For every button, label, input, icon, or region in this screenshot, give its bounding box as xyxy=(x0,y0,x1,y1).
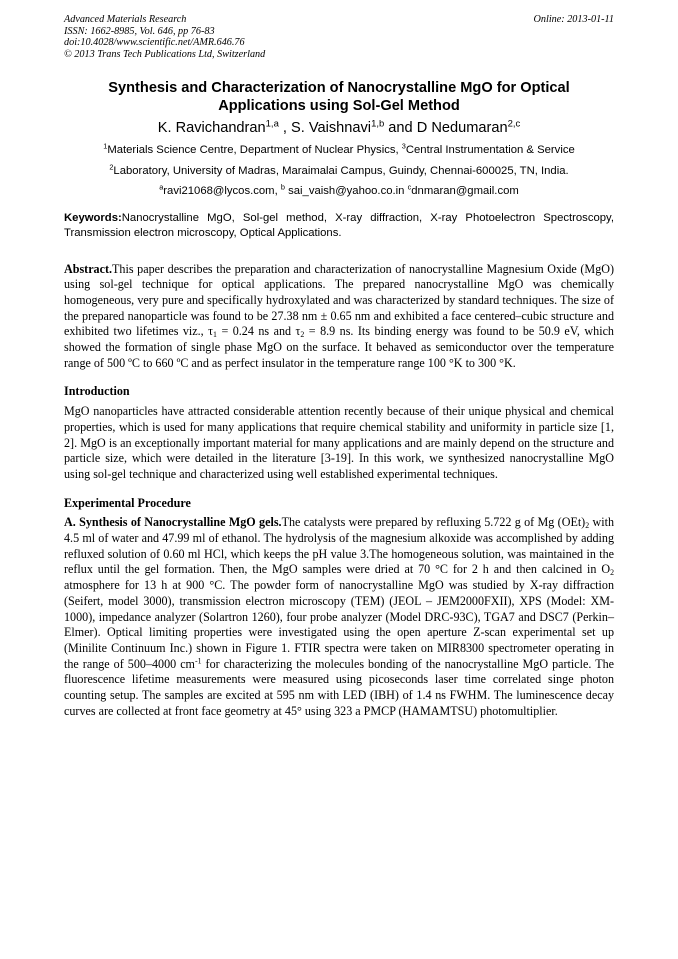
abstract xyxy=(64,262,614,372)
author-2-affiliation: 1,b xyxy=(371,118,385,130)
author-1-affiliation: 1,a xyxy=(265,118,279,130)
journal-header xyxy=(64,14,614,60)
paper-title xyxy=(64,80,614,115)
abstract-text: This paper describes the preparation and characterization of nanocrystalline Magnesium Oxide (MgO) using sol-gel technique for optical applications. The prepared nanocrystalline MgO was chemically homogeneous, very pure and specifically hydroxylated and was characterized by standard techniques. The size of the prepared nanoparticle was found to be 27.38 nm ± 0.65 nm and exhibited a face centered–cubic structure and exhibited two lifetimes viz., τ xyxy=(64,261,614,339)
author-1: K. Ravichandran xyxy=(157,120,266,136)
affiliation-line-1 xyxy=(64,140,614,161)
doi-line: doi:10.4028/www.scientific.net/AMR.646.76 xyxy=(64,37,245,48)
keywords-label: Keywords: xyxy=(64,211,122,224)
introduction-text: MgO nanoparticles have attracted considerable attention recently because of their unique physical and chemical properties, which is used for many applications that require chemical stability and uniformity in particle size [1, 2]. MgO is an exceptionally important material for many applications and are mainly depend on the structure and particle size, which were detailed in the literature [3-19]. In this work, we synthesized nanocrystalline MgO using sol-gel technique and characterized using well established experimental techniques. xyxy=(64,404,614,481)
abstract-text: = 0.24 ns and τ xyxy=(216,324,301,339)
author-3: D Nedumaran xyxy=(416,120,508,136)
author-list xyxy=(64,119,614,137)
experimental-body: atmosphere for 13 h at 900 °C. The powder form of nanocrystalline MgO was studied by X-ray diffraction (Seifert, model 3000), transmission electron microscopy (TEM) (JEOL – JEM2000FXII), XPS (Model: XM-1000), impedance analyzer (Solartron 1260), four probe analyzer (Model DRC-93C), TGA7 and DSC7 (Perkin–Elmer). Optical limiting properties were investigated using the open aperture Z-scan experimental set up (Minilite Continuum Inc.) shown in Figure 1. FTIR spectra were taken on MIR8300 spectrometer operating in the range of 500–4000 cm xyxy=(64,578,614,671)
keywords xyxy=(64,211,614,242)
subscript: 2 xyxy=(585,521,590,531)
experimental-text xyxy=(64,515,614,719)
author-separator: and xyxy=(384,120,417,136)
affiliation-text: Central Instrumentation & Service xyxy=(405,144,575,156)
abstract-text: = 8.9 ns. Its binding energy was found to be 50.9 eV, which showed the formation of single phase MgO on the surface. It behaved as semiconductor over the temperature range of 500 ºC to 660 ºC and as perfect insulator in the temperature range 100 °K to 300 °K. xyxy=(64,324,614,370)
keywords-text: Nanocrystalline MgO, Sol-gel method, X-ray diffraction, X-ray Photoelectron Spectroscopy, Transmission electron microscopy, Optical Applications. xyxy=(64,211,614,239)
experimental-heading: Experimental Procedure xyxy=(64,495,191,510)
experimental-body: for characterizing the molecules bonding of the nanocrystalline MgO particle. The fluorescence lifetime measurements were measured using picoseconds laser time correlated singe photon counting setup. The samples are excited at 595 nm with LED (IBH) of 1.4 ns FWHM. The luminescence decay curves are collected at front face geometry at 45° using 323 a PMCP (HAMAMTSU) photomultiplier. xyxy=(64,656,614,718)
abstract-label: Abstract. xyxy=(64,261,113,276)
email-marker: a xyxy=(159,182,164,192)
email-line xyxy=(64,181,614,202)
affiliation-line-2 xyxy=(64,161,614,182)
copyright-line: © 2013 Trans Tech Publications Ltd, Switzerland xyxy=(64,48,266,60)
superscript: -1 xyxy=(194,655,202,665)
author-3-affiliation: 2,c xyxy=(507,118,521,130)
subscript: 2 xyxy=(610,568,614,578)
subscript: 1 xyxy=(213,330,217,340)
aff-marker: 2 xyxy=(109,162,114,172)
affiliation-text: Laboratory, University of Madras, Maraimalai Campus, Guindy, Chennai-600025, TN, India. xyxy=(113,164,569,177)
aff-marker: 1 xyxy=(103,141,108,151)
paper-page xyxy=(64,14,614,719)
experimental-body: with 4.5 ml of water and 47.99 ml of ethanol. The hydrolysis of the magnesium alkoxide was accomplished by adding refluxed solution of 0.60 ml HCl, which keeps the pH value 3.The homogeneous solution, was maintained in the reflux until the gel formation. Then, the MgO samples were dried at 70 °C for 2 h and then calcined in O xyxy=(64,515,614,577)
email-b: sai_vaish@yahoo.co.in xyxy=(284,185,408,197)
aff-marker: 3 xyxy=(401,141,406,151)
journal-name: Advanced Materials Research xyxy=(64,14,187,25)
experimental-body: The catalysts were prepared by refluxing 5.722 g of Mg (OEt) xyxy=(281,515,586,530)
affiliation-text: Materials Science Centre, Department of Nuclear Physics, xyxy=(107,144,402,156)
issn-line: ISSN: 1662-8985, Vol. 646, pp 76-83 xyxy=(64,25,215,37)
email-a: ravi21068@lycos.com, xyxy=(163,185,281,197)
introduction-heading: Introduction xyxy=(64,384,130,399)
email-marker: c xyxy=(407,182,412,192)
affiliations xyxy=(64,140,614,202)
author-2: S. Vaishnavi xyxy=(291,120,372,136)
online-date: Online: 2013-01-11 xyxy=(533,14,614,25)
experimental-subheading: A. Synthesis of Nanocrystalline MgO gels. xyxy=(64,515,282,530)
email-c: dnmaran@gmail.com xyxy=(411,185,519,197)
subscript: 2 xyxy=(300,330,305,340)
email-marker: b xyxy=(280,182,285,192)
author-separator: , xyxy=(278,120,292,136)
title-line-2: Applications using Sol-Gel Method xyxy=(218,97,460,114)
title-line-1: Synthesis and Characterization of Nanocrystalline MgO for Optical xyxy=(108,80,570,96)
